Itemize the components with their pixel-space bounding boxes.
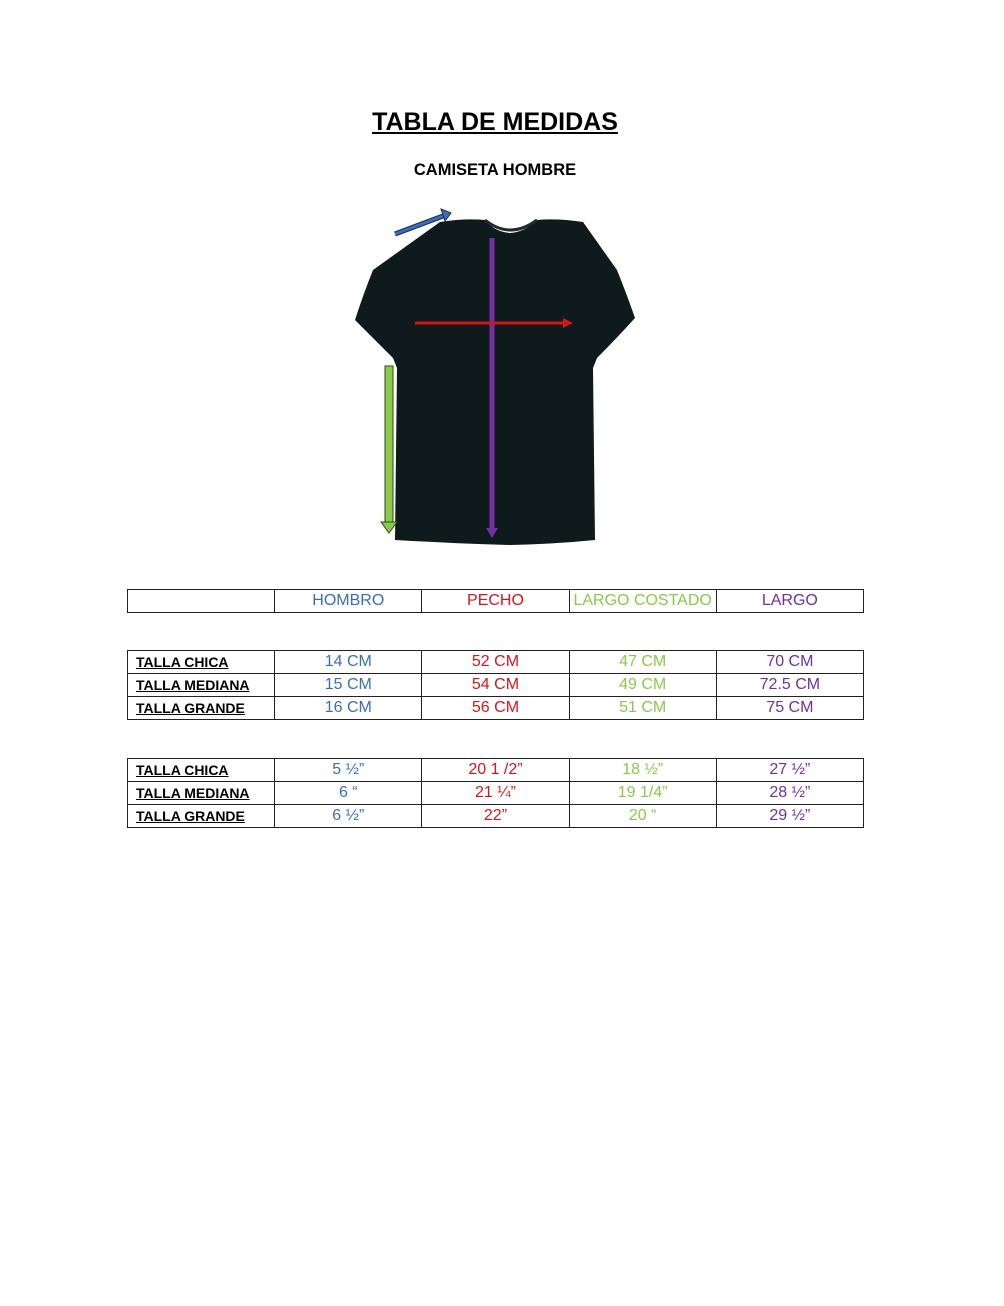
tshirt-shape [355, 219, 635, 545]
largo-costado-value: 20 “ [569, 805, 716, 828]
largo-costado-value: 19 1/4” [569, 782, 716, 805]
header-largo: LARGO [716, 590, 863, 613]
table-row [128, 805, 864, 828]
measurement-header-table [127, 589, 864, 613]
pecho-value: 52 CM [422, 651, 569, 674]
header-pecho: PECHO [422, 590, 569, 613]
size-label: TALLA MEDIANA [128, 782, 275, 805]
measurement-table-cm [127, 650, 864, 720]
hombro-value: 14 CM [275, 651, 422, 674]
size-label: TALLA GRANDE [128, 697, 275, 720]
table-row [128, 782, 864, 805]
pecho-value: 22” [422, 805, 569, 828]
size-label: TALLA MEDIANA [128, 674, 275, 697]
hombro-value: 15 CM [275, 674, 422, 697]
largo-value: 75 CM [716, 697, 863, 720]
table-row [128, 759, 864, 782]
largo-costado-value: 49 CM [569, 674, 716, 697]
largo-value: 70 CM [716, 651, 863, 674]
pecho-value: 56 CM [422, 697, 569, 720]
size-label: TALLA CHICA [128, 651, 275, 674]
hombro-value: 6 “ [275, 782, 422, 805]
table-row [128, 674, 864, 697]
pecho-value: 54 CM [422, 674, 569, 697]
page-title: TABLA DE MEDIDAS [372, 108, 618, 136]
largo-costado-value: 18 ½” [569, 759, 716, 782]
hombro-value: 5 ½” [275, 759, 422, 782]
largo-value: 72.5 CM [716, 674, 863, 697]
largo-costado-value: 51 CM [569, 697, 716, 720]
pecho-value: 21 ¼” [422, 782, 569, 805]
tshirt-measurement-diagram [345, 200, 655, 560]
page-subtitle: CAMISETA HOMBRE [413, 161, 577, 179]
pecho-value: 20 1 /2” [422, 759, 569, 782]
size-label: TALLA GRANDE [128, 805, 275, 828]
largo-value: 28 ½” [716, 782, 863, 805]
header-largo-costado: LARGO COSTADO [569, 590, 716, 613]
largo-value: 27 ½” [716, 759, 863, 782]
header-row [128, 590, 864, 613]
hombro-value: 6 ½” [275, 805, 422, 828]
size-label: TALLA CHICA [128, 759, 275, 782]
table-row [128, 651, 864, 674]
largo-value: 29 ½” [716, 805, 863, 828]
hombro-value: 16 CM [275, 697, 422, 720]
table-row [128, 697, 864, 720]
largo-costado-value: 47 CM [569, 651, 716, 674]
header-cell-empty [128, 590, 275, 613]
measurement-table-inches [127, 758, 864, 828]
side-length-arrow [381, 366, 397, 533]
header-hombro: HOMBRO [275, 590, 422, 613]
